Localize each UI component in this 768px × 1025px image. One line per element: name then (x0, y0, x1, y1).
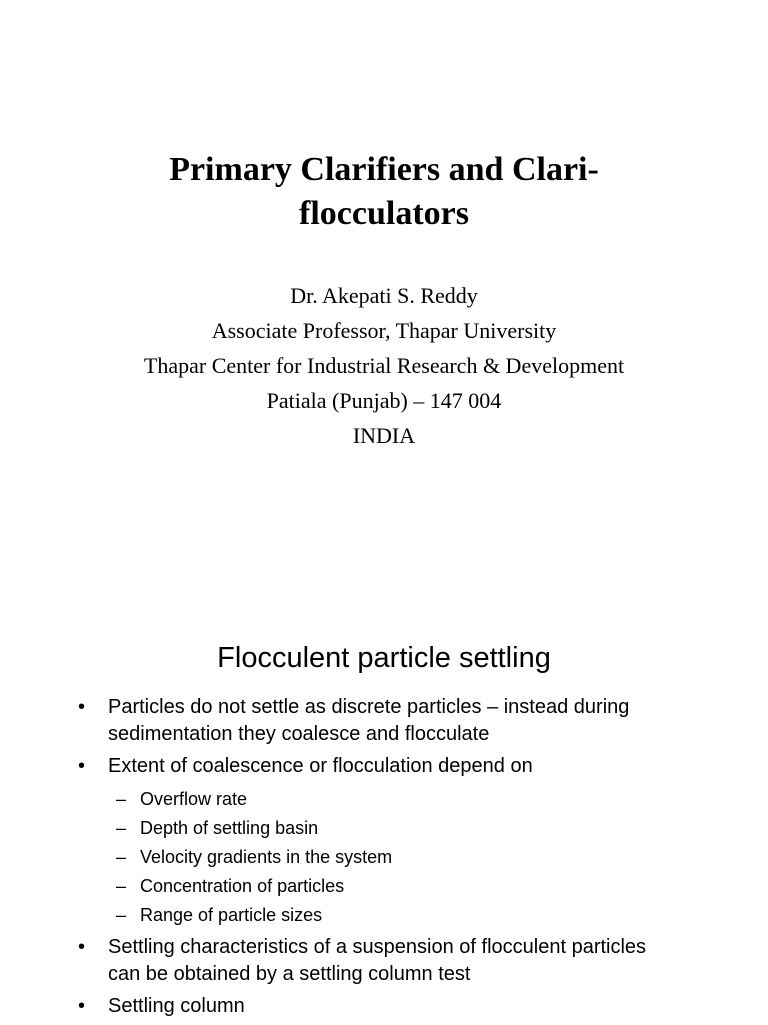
sub-bullet-text: Velocity gradients in the system (140, 847, 393, 867)
bullet-list (0, 694, 768, 1025)
sub-bullet-dash: – (116, 876, 127, 896)
title-line-1: Primary Clarifiers and Clari- (169, 151, 599, 188)
sub-bullet-dash: – (116, 818, 127, 838)
sub-bullet-dash: – (116, 905, 127, 925)
slide-title (0, 148, 768, 236)
slide-flocculent-settling (0, 560, 768, 1024)
author-center: Thapar Center for Industrial Research & Development (143, 353, 625, 378)
bullet-dot: • (78, 936, 86, 958)
bullet-text: Settling column (108, 995, 245, 1017)
sub-bullet-item (0, 901, 768, 930)
sub-bullet-item (0, 785, 768, 814)
author-name: Dr. Akepati S. Reddy (290, 283, 478, 308)
sub-bullet-text: Depth of settling basin (140, 818, 319, 838)
author-country: INDIA (352, 423, 416, 448)
author-address: Patiala (Punjab) – 147 004 (266, 388, 502, 413)
bullet-dot: • (78, 696, 86, 718)
bullet-dot: • (78, 995, 86, 1017)
title-line-2: flocculators (299, 195, 469, 232)
bullet-text: Particles do not settle as discrete particles – instead during sedimentation they coalesce and flocculate (108, 696, 630, 745)
slide-heading: Flocculent particle settling (217, 642, 551, 674)
sub-bullet-text: Range of particle sizes (140, 905, 323, 925)
sub-bullet-item (0, 872, 768, 901)
sub-bullet-item (0, 814, 768, 843)
sub-bullet-dash: – (116, 847, 127, 867)
sub-bullet-text: Overflow rate (140, 789, 248, 809)
author-position: Associate Professor, Thapar University (211, 318, 557, 343)
bullet-dot: • (78, 755, 86, 777)
sub-bullet-dash: – (116, 789, 127, 809)
bullet-text: Extent of coalescence or flocculation depend on (108, 755, 533, 777)
bullet-item (0, 993, 668, 1020)
author-block (0, 278, 768, 453)
bullet-text: Settling characteristics of a suspension of flocculent particles can be obtained by a settling column test (108, 936, 647, 985)
sub-bullet-item (0, 843, 768, 872)
bullet-item (0, 694, 668, 748)
bullet-item (0, 753, 668, 780)
bullet-item (0, 934, 668, 988)
sub-bullet-text: Concentration of particles (140, 876, 345, 896)
